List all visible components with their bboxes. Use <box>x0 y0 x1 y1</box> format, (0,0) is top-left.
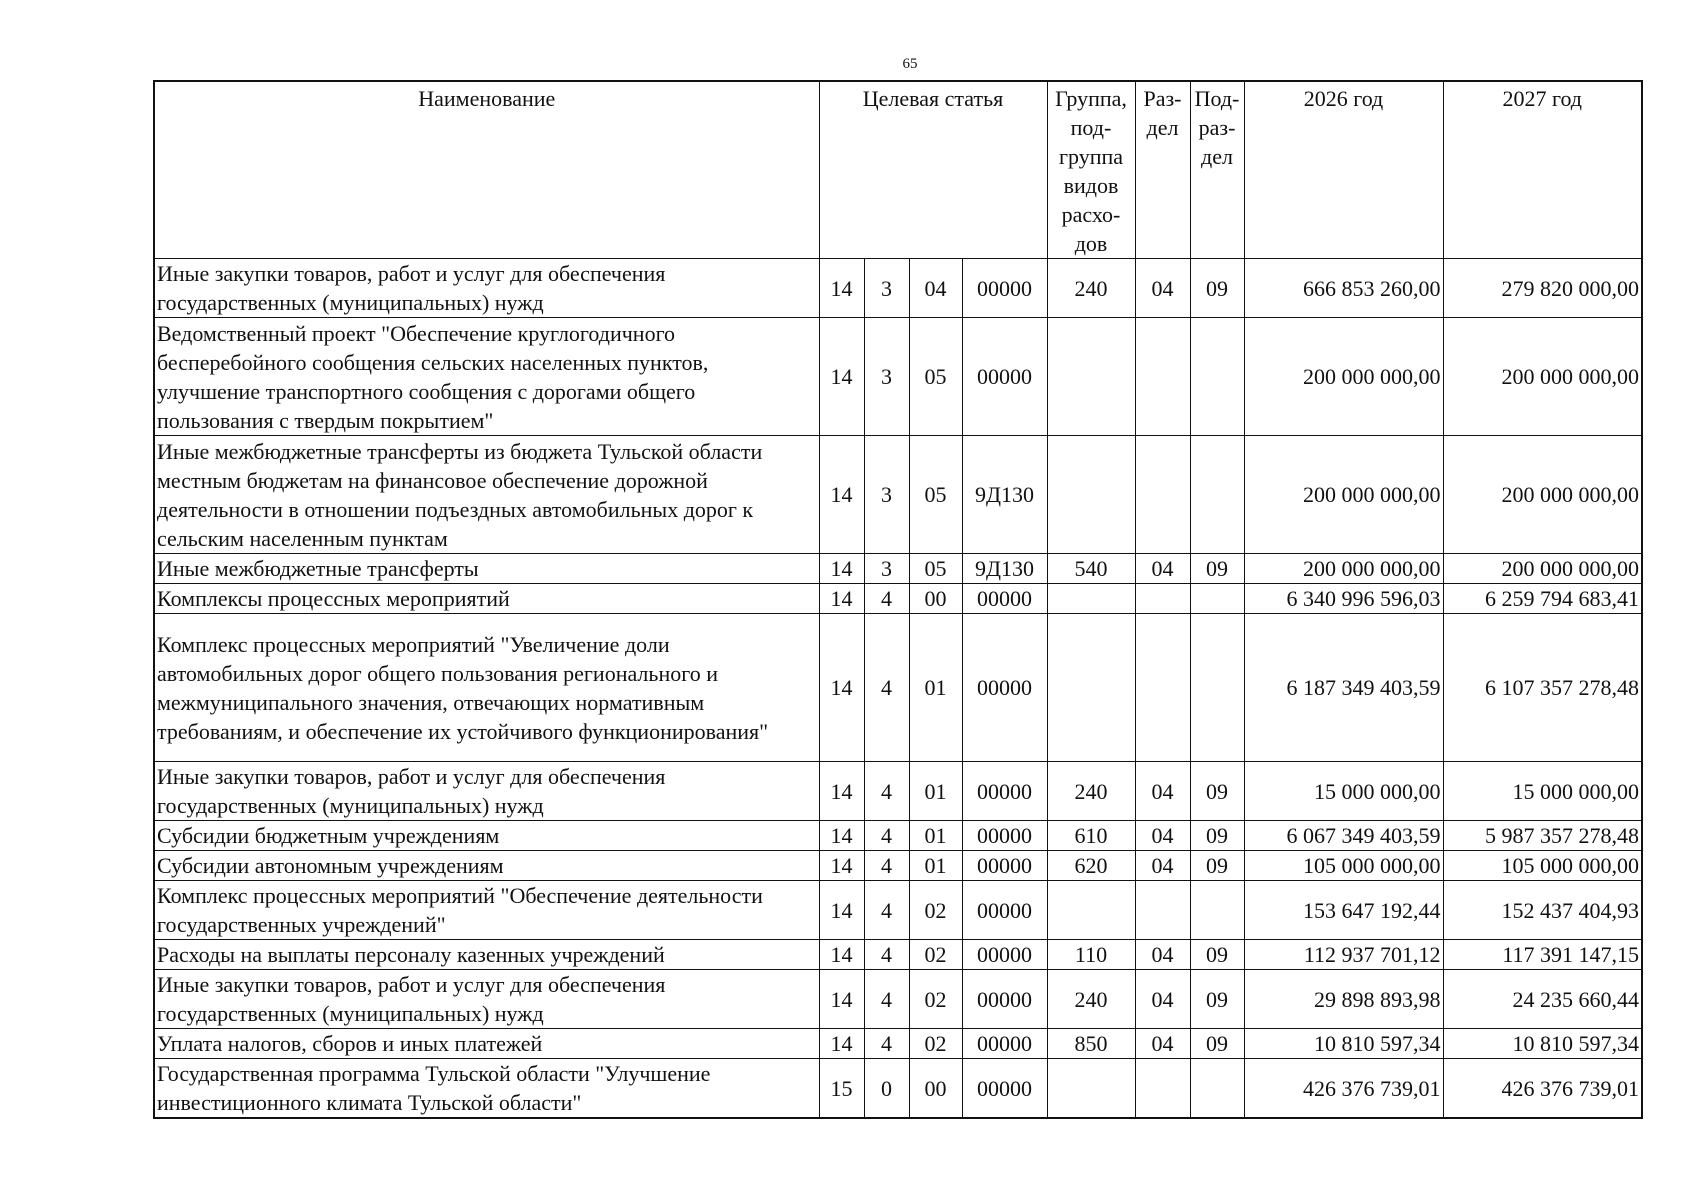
row-name: Комплекс процессных мероприятий "Увеличение доли автомобильных дорог общего пользования регионального и межмуниципального значения, отвечающих нормативным требованиям, и обеспечение их устойчивого функционирования" <box>154 614 819 762</box>
table-row <box>154 1059 1642 1119</box>
header-section: Раз-дел <box>1135 81 1190 259</box>
code-type: 3 <box>864 318 909 436</box>
expense-group <box>1047 881 1135 940</box>
code-type: 4 <box>864 584 909 614</box>
amount-2027: 5 987 357 278,48 <box>1443 821 1642 851</box>
subsection-code: 09 <box>1190 821 1244 851</box>
code-type: 4 <box>864 1029 909 1059</box>
amount-2027: 24 235 660,44 <box>1443 970 1642 1029</box>
table-row <box>154 436 1642 554</box>
code-structural: 00 <box>909 1059 962 1119</box>
code-program: 14 <box>819 554 864 584</box>
code-structural: 04 <box>909 259 962 318</box>
code-type: 3 <box>864 436 909 554</box>
header-subsection: Под-раз-дел <box>1190 81 1244 259</box>
table-row <box>154 318 1642 436</box>
code-structural: 02 <box>909 940 962 970</box>
table-row <box>154 584 1642 614</box>
section-code <box>1135 614 1190 762</box>
code-structural: 02 <box>909 881 962 940</box>
header-year-2027: 2027 год <box>1443 81 1642 259</box>
code-type: 4 <box>864 970 909 1029</box>
page-number: 65 <box>902 56 918 72</box>
code-program: 14 <box>819 436 864 554</box>
amount-2027: 6 259 794 683,41 <box>1443 584 1642 614</box>
amount-2026: 105 000 000,00 <box>1244 851 1443 881</box>
code-structural: 05 <box>909 554 962 584</box>
code-program: 14 <box>819 1029 864 1059</box>
amount-2026: 15 000 000,00 <box>1244 762 1443 821</box>
row-name: Иные закупки товаров, работ и услуг для обеспечения государственных (муниципальных) нужд <box>154 259 819 318</box>
amount-2027: 200 000 000,00 <box>1443 318 1642 436</box>
budget-table <box>153 80 1643 1119</box>
row-name: Иные закупки товаров, работ и услуг для обеспечения государственных (муниципальных) нужд <box>154 970 819 1029</box>
code-structural: 01 <box>909 851 962 881</box>
code-type: 4 <box>864 614 909 762</box>
expense-group: 540 <box>1047 554 1135 584</box>
code-type: 4 <box>864 851 909 881</box>
amount-2027: 152 437 404,93 <box>1443 881 1642 940</box>
expense-group <box>1047 318 1135 436</box>
subsection-code: 09 <box>1190 970 1244 1029</box>
amount-2027: 117 391 147,15 <box>1443 940 1642 970</box>
code-structural: 01 <box>909 762 962 821</box>
code-direction: 00000 <box>962 821 1047 851</box>
amount-2027: 426 376 739,01 <box>1443 1059 1642 1119</box>
section-code <box>1135 1059 1190 1119</box>
table-row <box>154 1029 1642 1059</box>
amount-2026: 200 000 000,00 <box>1244 436 1443 554</box>
expense-group <box>1047 614 1135 762</box>
subsection-code <box>1190 614 1244 762</box>
table-row <box>154 940 1642 970</box>
subsection-code <box>1190 1059 1244 1119</box>
code-direction: 00000 <box>962 318 1047 436</box>
row-name: Комплексы процессных мероприятий <box>154 584 819 614</box>
subsection-code <box>1190 584 1244 614</box>
code-program: 14 <box>819 970 864 1029</box>
section-code: 04 <box>1135 259 1190 318</box>
code-structural: 00 <box>909 584 962 614</box>
subsection-code: 09 <box>1190 1029 1244 1059</box>
section-code: 04 <box>1135 940 1190 970</box>
row-name: Ведомственный проект "Обеспечение круглогодичного бесперебойного сообщения сельских населенных пунктов, улучшение транспортного сообщения с дорогами общего пользования с твердым покрытием" <box>154 318 819 436</box>
table-row <box>154 881 1642 940</box>
section-code <box>1135 318 1190 436</box>
expense-group <box>1047 584 1135 614</box>
expense-group <box>1047 436 1135 554</box>
amount-2027: 200 000 000,00 <box>1443 436 1642 554</box>
code-structural: 02 <box>909 1029 962 1059</box>
table-row <box>154 554 1642 584</box>
amount-2026: 29 898 893,98 <box>1244 970 1443 1029</box>
expense-group: 240 <box>1047 762 1135 821</box>
section-code: 04 <box>1135 821 1190 851</box>
table-row <box>154 821 1642 851</box>
expense-group: 240 <box>1047 259 1135 318</box>
header-row <box>154 81 1642 259</box>
code-type: 3 <box>864 554 909 584</box>
table-row <box>154 851 1642 881</box>
section-code: 04 <box>1135 851 1190 881</box>
amount-2026: 6 340 996 596,03 <box>1244 584 1443 614</box>
subsection-code: 09 <box>1190 851 1244 881</box>
expense-group <box>1047 1059 1135 1119</box>
code-direction: 00000 <box>962 970 1047 1029</box>
expense-group: 620 <box>1047 851 1135 881</box>
header-group: Группа, под-группа видов расхо-дов <box>1047 81 1135 259</box>
code-type: 3 <box>864 259 909 318</box>
subsection-code: 09 <box>1190 940 1244 970</box>
code-program: 14 <box>819 762 864 821</box>
table-row <box>154 762 1642 821</box>
header-target-article: Целевая статья <box>819 81 1047 259</box>
amount-2026: 153 647 192,44 <box>1244 881 1443 940</box>
section-code: 04 <box>1135 554 1190 584</box>
expense-group: 110 <box>1047 940 1135 970</box>
code-direction: 00000 <box>962 259 1047 318</box>
amount-2026: 6 067 349 403,59 <box>1244 821 1443 851</box>
code-program: 14 <box>819 259 864 318</box>
code-program: 14 <box>819 821 864 851</box>
amount-2026: 426 376 739,01 <box>1244 1059 1443 1119</box>
code-program: 14 <box>819 940 864 970</box>
code-type: 4 <box>864 881 909 940</box>
row-name: Иные закупки товаров, работ и услуг для обеспечения государственных (муниципальных) нужд <box>154 762 819 821</box>
amount-2027: 200 000 000,00 <box>1443 554 1642 584</box>
code-program: 15 <box>819 1059 864 1119</box>
code-program: 14 <box>819 318 864 436</box>
amount-2026: 666 853 260,00 <box>1244 259 1443 318</box>
code-direction: 00000 <box>962 940 1047 970</box>
code-direction: 00000 <box>962 762 1047 821</box>
amount-2026: 200 000 000,00 <box>1244 318 1443 436</box>
table-row <box>154 259 1642 318</box>
code-direction: 00000 <box>962 614 1047 762</box>
amount-2026: 10 810 597,34 <box>1244 1029 1443 1059</box>
table-row <box>154 614 1642 762</box>
amount-2026: 6 187 349 403,59 <box>1244 614 1443 762</box>
amount-2027: 6 107 357 278,48 <box>1443 614 1642 762</box>
code-type: 4 <box>864 762 909 821</box>
row-name: Уплата налогов, сборов и иных платежей <box>154 1029 819 1059</box>
code-direction: 00000 <box>962 881 1047 940</box>
code-program: 14 <box>819 614 864 762</box>
amount-2027: 15 000 000,00 <box>1443 762 1642 821</box>
section-code <box>1135 436 1190 554</box>
code-structural: 01 <box>909 821 962 851</box>
row-name: Иные межбюджетные трансферты из бюджета Тульской области местным бюджетам на финансовое обеспечение дорожной деятельности в отношении подъездных автомобильных дорог к сельским населенным пунктам <box>154 436 819 554</box>
code-type: 4 <box>864 821 909 851</box>
row-name: Комплекс процессных мероприятий "Обеспечение деятельности государственных учреждений" <box>154 881 819 940</box>
amount-2026: 112 937 701,12 <box>1244 940 1443 970</box>
row-name: Субсидии автономным учреждениям <box>154 851 819 881</box>
code-direction: 00000 <box>962 584 1047 614</box>
row-name: Государственная программа Тульской области "Улучшение инвестиционного климата Тульской области" <box>154 1059 819 1119</box>
row-name: Субсидии бюджетным учреждениям <box>154 821 819 851</box>
expense-group: 850 <box>1047 1029 1135 1059</box>
section-code <box>1135 881 1190 940</box>
code-direction: 9Д130 <box>962 436 1047 554</box>
subsection-code <box>1190 881 1244 940</box>
code-type: 4 <box>864 940 909 970</box>
section-code: 04 <box>1135 1029 1190 1059</box>
amount-2027: 105 000 000,00 <box>1443 851 1642 881</box>
expense-group: 610 <box>1047 821 1135 851</box>
code-program: 14 <box>819 851 864 881</box>
header-name: Наименование <box>154 81 819 259</box>
code-structural: 05 <box>909 436 962 554</box>
amount-2027: 279 820 000,00 <box>1443 259 1642 318</box>
code-structural: 01 <box>909 614 962 762</box>
code-type: 0 <box>864 1059 909 1119</box>
code-program: 14 <box>819 881 864 940</box>
subsection-code: 09 <box>1190 762 1244 821</box>
table-row <box>154 970 1642 1029</box>
code-direction: 9Д130 <box>962 554 1047 584</box>
row-name: Расходы на выплаты персоналу казенных учреждений <box>154 940 819 970</box>
subsection-code <box>1190 436 1244 554</box>
expense-group: 240 <box>1047 970 1135 1029</box>
code-program: 14 <box>819 584 864 614</box>
code-direction: 00000 <box>962 1059 1047 1119</box>
code-structural: 02 <box>909 970 962 1029</box>
header-year-2026: 2026 год <box>1244 81 1443 259</box>
row-name: Иные межбюджетные трансферты <box>154 554 819 584</box>
subsection-code: 09 <box>1190 259 1244 318</box>
subsection-code <box>1190 318 1244 436</box>
amount-2027: 10 810 597,34 <box>1443 1029 1642 1059</box>
subsection-code: 09 <box>1190 554 1244 584</box>
amount-2026: 200 000 000,00 <box>1244 554 1443 584</box>
section-code: 04 <box>1135 970 1190 1029</box>
section-code <box>1135 584 1190 614</box>
code-direction: 00000 <box>962 1029 1047 1059</box>
section-code: 04 <box>1135 762 1190 821</box>
code-structural: 05 <box>909 318 962 436</box>
code-direction: 00000 <box>962 851 1047 881</box>
